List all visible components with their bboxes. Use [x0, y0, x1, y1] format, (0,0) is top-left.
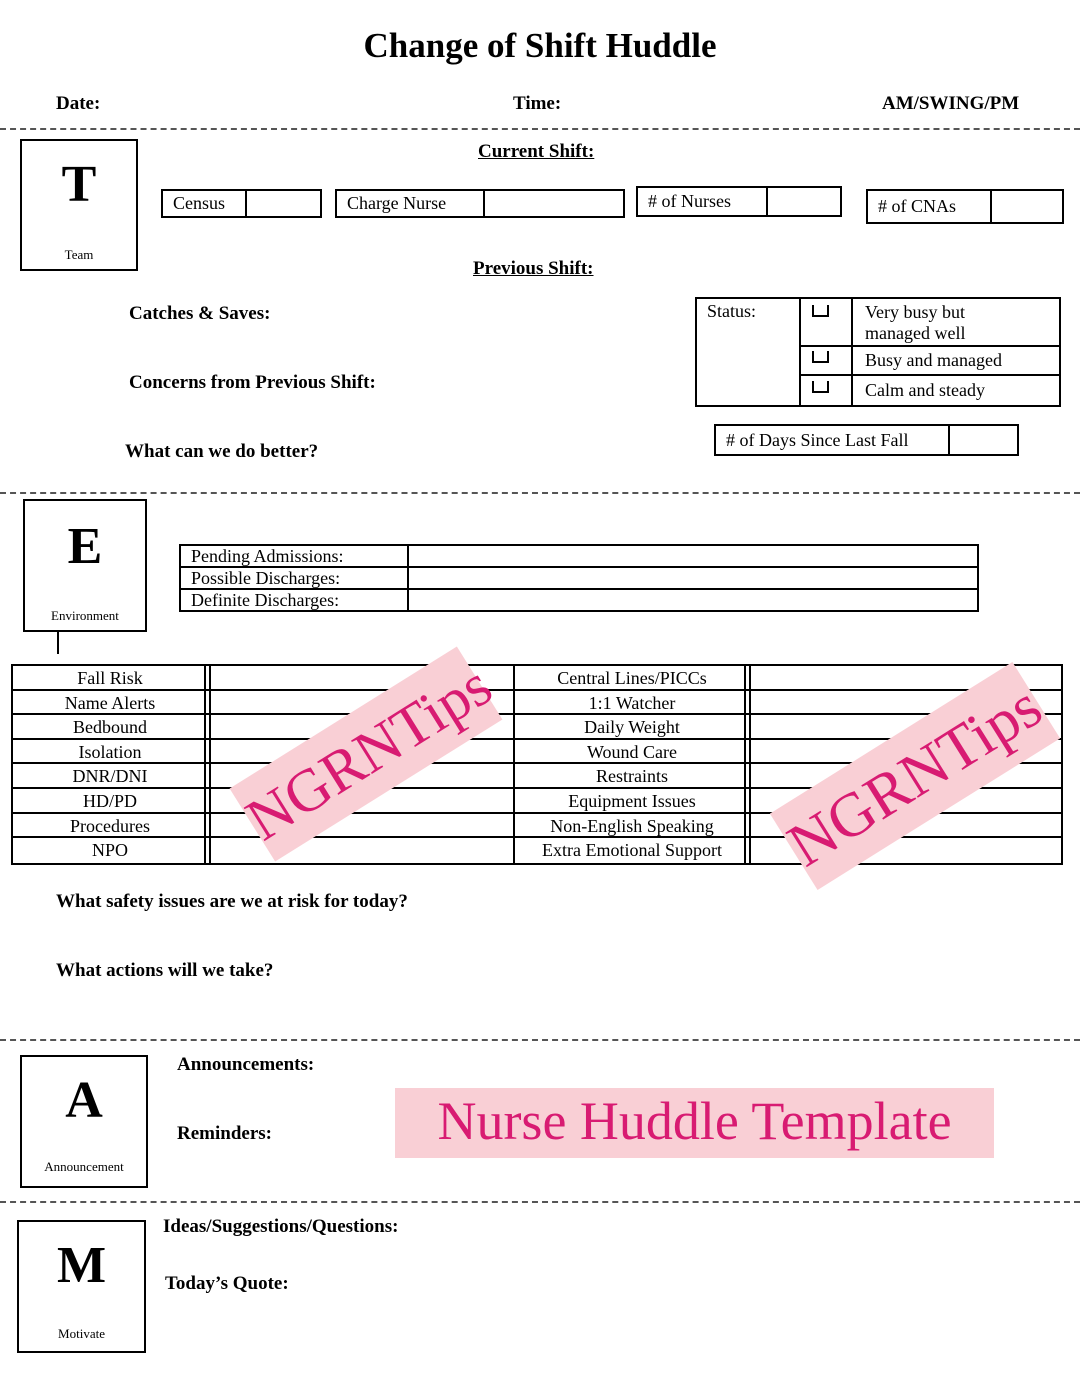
- team-word: Team: [64, 247, 94, 262]
- table-row: [13, 666, 1061, 691]
- status-option: Busy and managed: [865, 350, 1002, 370]
- watermark-stamp: NGRNTips: [770, 662, 1060, 890]
- grid-label: 1:1 Watcher: [588, 692, 676, 713]
- grid-label: Extra Emotional Support: [542, 840, 722, 861]
- divider: [0, 492, 1080, 494]
- announcements-label: Announcements:: [177, 1054, 315, 1075]
- charge-nurse-field[interactable]: [335, 189, 625, 218]
- grid-label: Fall Risk: [77, 668, 143, 688]
- grid-label: Wound Care: [586, 741, 678, 762]
- motivate-letter-box: [17, 1220, 146, 1353]
- grid-label: NPO: [91, 840, 128, 861]
- cnas-field[interactable]: [866, 189, 1064, 224]
- grid-label: Name Alerts: [64, 692, 156, 713]
- actions-question: What actions will we take?: [56, 960, 274, 981]
- grid-label: Equipment Issues: [568, 790, 696, 811]
- announcement-letter-box: [20, 1055, 148, 1188]
- grid-label: DNR/DNI: [72, 766, 148, 787]
- grid-label: HD/PD: [82, 790, 137, 811]
- grid-label: Central Lines/PICCs: [557, 668, 707, 688]
- admissions-value[interactable]: [408, 545, 978, 567]
- safety-question: What safety issues are we at risk for today?: [56, 891, 408, 912]
- days-since-fall-label: # of Days Since Last Fall: [716, 426, 950, 454]
- admissions-label: Possible Discharges:: [180, 567, 408, 589]
- shift-label: AM/SWING/PM: [882, 93, 1020, 114]
- checkbox[interactable]: [812, 351, 829, 363]
- environment-letter-box: [23, 499, 147, 632]
- checkbox[interactable]: [812, 381, 829, 393]
- time-label: Time:: [513, 93, 562, 114]
- status-box: [695, 297, 1061, 407]
- admissions-label: Pending Admissions:: [180, 545, 408, 567]
- status-option: Very busy but: [865, 302, 965, 322]
- team-letter-box: [20, 139, 138, 271]
- table-row: [13, 838, 1061, 863]
- page-title: Change of Shift Huddle: [363, 26, 717, 65]
- quote-label: Today’s Quote:: [165, 1273, 289, 1294]
- concerns-label: Concerns from Previous Shift:: [129, 372, 376, 393]
- status-label: Status:: [707, 301, 757, 321]
- date-label: Date:: [56, 93, 101, 114]
- environment-word: Environment: [51, 608, 119, 623]
- motivate-word: Motivate: [58, 1326, 105, 1341]
- grid-label: Restraints: [596, 766, 668, 787]
- nurses-label: # of Nurses: [638, 188, 768, 215]
- better-label: What can we do better?: [125, 441, 319, 462]
- previous-shift-heading: Previous Shift:: [473, 258, 594, 279]
- grid-label: Non-English Speaking: [550, 815, 714, 836]
- announcement-word: Announcement: [44, 1159, 124, 1174]
- grid-label: Daily Weight: [584, 717, 680, 738]
- admissions-value[interactable]: [408, 567, 978, 589]
- admissions-table: [179, 544, 979, 612]
- admissions-label: Definite Discharges:: [180, 589, 408, 611]
- divider: [0, 1201, 1080, 1203]
- divider: [0, 128, 1080, 130]
- watermark-stamp: NGRNTips: [230, 647, 503, 862]
- admissions-value[interactable]: [408, 589, 978, 611]
- ideas-label: Ideas/Suggestions/Questions:: [163, 1216, 399, 1237]
- nurses-field[interactable]: [636, 186, 842, 217]
- divider: [0, 1039, 1080, 1041]
- census-field[interactable]: [161, 189, 322, 218]
- current-shift-heading: Current Shift:: [478, 141, 595, 162]
- motivate-letter: M: [56, 1237, 107, 1294]
- environment-letter: E: [67, 518, 103, 575]
- grid-label: Procedures: [70, 815, 150, 836]
- cnas-label: # of CNAs: [868, 191, 992, 222]
- connector-line: [57, 630, 59, 654]
- reminders-label: Reminders:: [177, 1123, 272, 1144]
- checkbox[interactable]: [812, 305, 829, 317]
- announcement-letter: A: [65, 1072, 103, 1129]
- team-letter: T: [61, 156, 97, 213]
- days-since-fall-field[interactable]: [714, 424, 1019, 456]
- status-option: Calm and steady: [865, 380, 985, 400]
- charge-nurse-label: Charge Nurse: [337, 191, 485, 216]
- table-row: [13, 691, 1061, 716]
- grid-label: Isolation: [78, 741, 142, 762]
- grid-label: Bedbound: [73, 717, 147, 738]
- census-label: Census: [163, 191, 247, 216]
- catches-label: Catches & Saves:: [129, 303, 271, 324]
- status-option: managed well: [865, 323, 966, 343]
- template-banner: Nurse Huddle Template: [395, 1088, 994, 1158]
